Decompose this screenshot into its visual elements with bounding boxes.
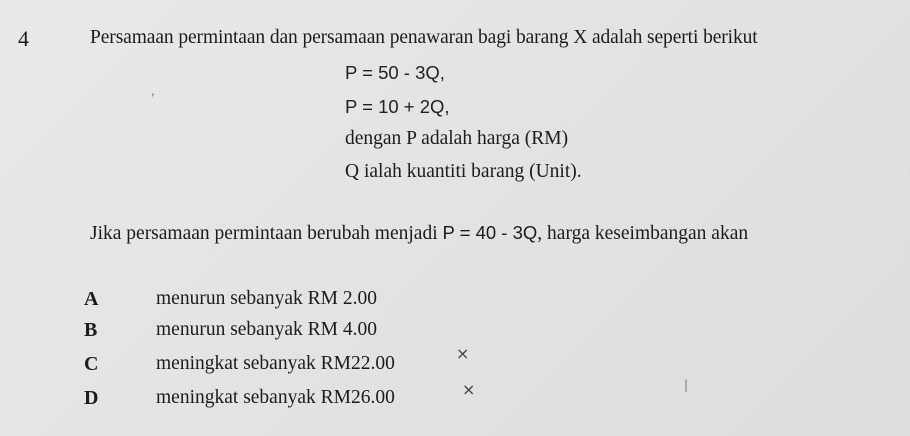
option-letter: D [84, 387, 99, 409]
cross-mark-icon: × [462, 380, 476, 399]
option-text: menurun sebanyak RM 4.00 [156, 319, 377, 340]
option-letter: B [84, 319, 98, 341]
question-number: 4 [18, 26, 29, 51]
definition-quantity: Q ialah kuantiti barang (Unit). [345, 161, 582, 182]
option-a[interactable] [0, 288, 600, 318]
option-c[interactable] [0, 353, 600, 383]
definition-price: dengan P adalah harga (RM) [345, 128, 569, 149]
prompt-text-after: , harga keseimbangan akan [537, 223, 749, 244]
option-text: meningkat sebanyak RM22.00 [156, 353, 395, 374]
option-text: menurun sebanyak RM 2.00 [156, 288, 377, 309]
option-text: meningkat sebanyak RM26.00 [156, 387, 395, 408]
prompt-text-before: Jika persamaan permintaan berubah menjadi [90, 223, 443, 244]
option-b[interactable] [0, 319, 600, 349]
question-prompt [90, 222, 748, 245]
supply-equation: P = 10 + 2Q, [345, 96, 450, 117]
question-intro: Persamaan permintaan dan persamaan penawaran bagi barang X adalah seperti berikut [90, 27, 758, 48]
paper-speck: , [151, 84, 155, 98]
paper-speck: | [684, 378, 689, 392]
demand-equation: P = 50 - 3Q, [345, 62, 445, 83]
prompt-equation: P = 40 - 3Q [442, 222, 538, 243]
option-d[interactable] [0, 387, 600, 417]
option-letter: A [84, 288, 99, 310]
cross-mark-icon: × [456, 344, 470, 363]
option-letter: C [84, 353, 99, 375]
